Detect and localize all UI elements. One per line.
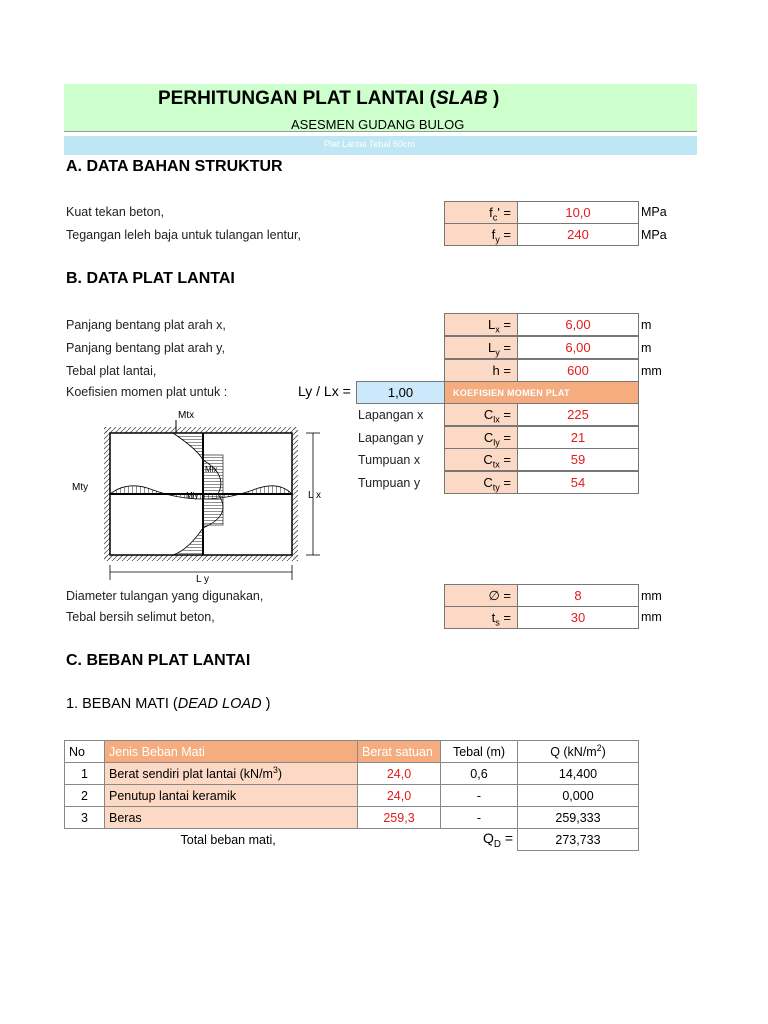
row-jenis: Berat sendiri plat lantai $(kN/m^3)$ <box>105 763 358 785</box>
total-label: Total beban mati, <box>65 829 441 851</box>
coef-label-lx: Lapangan x <box>358 408 424 422</box>
coef-symbol-ty: $C_{ty}$ = <box>444 471 518 494</box>
fy-unit: MPa <box>641 228 667 242</box>
dead-load-table <box>64 740 639 851</box>
ly-symbol: $L_y$ = <box>444 336 518 359</box>
moment-curve-x <box>110 486 292 499</box>
row-no: 3 <box>65 807 105 829</box>
row-tebal[interactable]: 0,6 <box>441 763 518 785</box>
lx-symbol: $L_x$ = <box>444 313 518 336</box>
diameter-label: Diameter tulangan yang digunakan, <box>66 589 264 603</box>
koefisien-header: KOEFISIEN MOMEN PLAT <box>444 381 639 404</box>
row-no: 1 <box>65 763 105 785</box>
fy-value[interactable]: 240 <box>517 223 639 246</box>
row-tebal[interactable]: - <box>441 785 518 807</box>
table-total-row <box>65 829 639 851</box>
table-row <box>65 785 639 807</box>
row-no: 2 <box>65 785 105 807</box>
support-hatch <box>104 427 298 433</box>
h-symbol: h = <box>444 359 518 382</box>
ratio-label: Ly / Lx = <box>298 383 351 399</box>
mlx-label: Mlx <box>205 465 218 474</box>
coef-label-ty: Tumpuan y <box>358 476 421 490</box>
diameter-unit: mm <box>641 589 662 603</box>
fy-label: Tegangan leleh baja untuk tulangan lentur, <box>66 228 301 242</box>
ly-dimension: L y <box>196 574 209 585</box>
header-jenis: Jenis Beban Mati <box>105 741 358 763</box>
fc-symbol: $f_c'$ = <box>444 201 518 224</box>
row-q: 0,000 <box>518 785 639 807</box>
table-header-row <box>65 741 639 763</box>
row-tebal[interactable]: - <box>441 807 518 829</box>
cover-value[interactable]: 30 <box>517 606 639 629</box>
fc-label: Kuat tekan beton, <box>66 205 164 219</box>
h-label: Tebal plat lantai, <box>66 364 157 378</box>
header-berat: Berat satuan <box>358 741 441 763</box>
coef-label-tx: Tumpuan x <box>358 453 421 467</box>
coef-symbol-tx: $C_{tx}$ = <box>444 448 518 471</box>
coef-symbol-ly: $C_{ly}$ = <box>444 426 518 449</box>
h-unit: mm <box>641 364 662 378</box>
cover-label: Tebal bersih selimut beton, <box>66 610 215 624</box>
mtx-label: Mtx <box>178 410 195 421</box>
dead-load-heading: 1. BEBAN MATI (DEAD LOAD ) <box>66 696 271 712</box>
diameter-value[interactable]: 8 <box>517 584 639 607</box>
table-row <box>65 807 639 829</box>
coef-value-tx[interactable]: 59 <box>517 448 639 471</box>
moment-diagram <box>68 400 338 590</box>
section-c-heading: C. BEBAN PLAT LANTAI <box>66 652 251 669</box>
lx-label: Panjang bentang plat arah x, <box>66 318 226 332</box>
mty-label: Mty <box>72 482 89 493</box>
row-berat[interactable]: 259,3 <box>358 807 441 829</box>
page-title: PERHITUNGAN PLAT LANTAI (SLAB ) <box>158 88 500 109</box>
cover-symbol: $t_s$ = <box>444 606 518 629</box>
lx-dimension: L x <box>308 490 321 501</box>
coef-value-ty[interactable]: 54 <box>517 471 639 494</box>
cover-unit: mm <box>641 610 662 624</box>
lx-value[interactable]: 6,00 <box>517 313 639 336</box>
ratio-value[interactable]: 1,00 <box>356 381 445 404</box>
header-q: Q $(kN/m^2)$ <box>518 741 639 763</box>
ly-label: Panjang bentang plat arah y, <box>66 341 225 355</box>
subtitle-bar-text: Plat Lantai Tebal 60cm <box>324 139 415 149</box>
lx-unit: m <box>641 318 652 332</box>
ly-unit: m <box>641 341 652 355</box>
diameter-symbol: ∅ = <box>444 584 518 607</box>
row-q: 14,400 <box>518 763 639 785</box>
total-value: 273,733 <box>518 829 639 851</box>
row-jenis: Penutup lantai keramik <box>105 785 358 807</box>
coef-value-ly[interactable]: 21 <box>517 426 639 449</box>
coef-symbol-lx: $C_{lx}$ = <box>444 403 518 426</box>
mly-label: Mly <box>186 491 199 500</box>
fc-unit: MPa <box>641 205 667 219</box>
row-berat[interactable]: 24,0 <box>358 785 441 807</box>
total-symbol: $Q_D$ = <box>441 829 518 851</box>
section-b-heading: B. DATA PLAT LANTAI <box>66 270 235 287</box>
row-berat[interactable]: 24,0 <box>358 763 441 785</box>
header-tebal: Tebal (m) <box>441 741 518 763</box>
row-jenis: Beras <box>105 807 358 829</box>
fy-symbol: $f_y$ = <box>444 223 518 246</box>
h-value[interactable]: 600 <box>517 359 639 382</box>
page-subtitle: ASESMEN GUDANG BULOG <box>291 117 465 132</box>
koef-label: Koefisien momen plat untuk : <box>66 385 228 399</box>
header-no: No <box>65 741 105 763</box>
section-a-heading: A. DATA BAHAN STRUKTUR <box>66 158 283 175</box>
table-row <box>65 763 639 785</box>
row-q: 259,333 <box>518 807 639 829</box>
fc-value[interactable]: 10,0 <box>517 201 639 224</box>
coef-label-ly: Lapangan y <box>358 431 424 445</box>
coef-value-lx[interactable]: 225 <box>517 403 639 426</box>
ly-value[interactable]: 6,00 <box>517 336 639 359</box>
